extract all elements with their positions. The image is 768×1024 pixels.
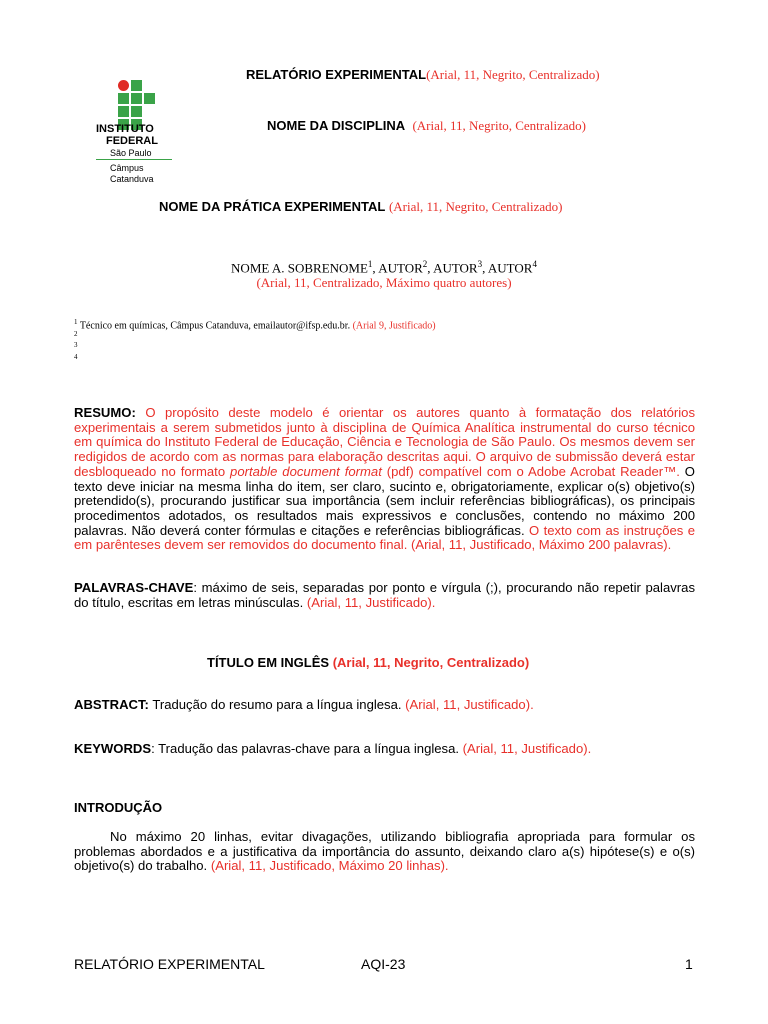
logo-text-catanduva: Catanduva xyxy=(110,174,154,184)
institute-logo xyxy=(96,78,176,188)
footer-course-code: AQI-23 xyxy=(361,956,406,972)
affiliation-4: 4 xyxy=(74,353,78,361)
logo-text-campus: Câmpus xyxy=(110,163,144,173)
affiliation-number: 1 xyxy=(74,318,78,326)
affiliation-2: 2 xyxy=(74,330,78,338)
affiliation-3: 3 xyxy=(74,341,78,349)
logo-red-circle xyxy=(118,80,129,91)
affiliation-note: (Arial 9, Justificado) xyxy=(352,320,436,332)
palavras-chave-note: (Arial, 11, Justificado). xyxy=(306,594,436,610)
introducao-heading: INTRODUÇÃO xyxy=(74,800,163,815)
affiliation-text: Técnico em químicas, Câmpus Catanduva, emailautor@ifsp.edu.br. xyxy=(79,320,351,332)
introducao-paragraph xyxy=(74,830,695,874)
resumo-body: O texto deve iniciar na mesma linha do item, ser claro, sucinto e, obrigatoriamente, explicar o(s) objetivo(s) pretendido(s), procurando justificar sua importância (sem incluir referências bibliográficas), os principais procedimentos adotados, os resultados mais expressivos e conclusões, contendo no máximo 200 palavras. Não deverá conter fórmulas e citações e referências bibliográficas. xyxy=(74,463,695,538)
author-name: NOME A. SOBRENOME xyxy=(231,260,368,276)
logo-square xyxy=(118,93,129,104)
abstract-paragraph xyxy=(74,698,695,713)
abstract-note: (Arial, 11, Justificado). xyxy=(405,697,534,712)
palavras-chave-label: PALAVRAS-CHAVE xyxy=(74,580,194,595)
author-sup: 3 xyxy=(477,259,483,269)
author-sup: 1 xyxy=(367,259,373,269)
keywords-label: KEYWORDS xyxy=(74,741,152,756)
keywords-text: : Tradução das palavras-chave para a língua inglesa. xyxy=(151,741,460,756)
introducao-text: No máximo 20 linhas, evitar divagações, utilizando bibliografia apropriada para formular os problemas abordados e a justificativa da importância do assunto, deixando claro a(s) hipótese(s) e o(s) objetivo(s) do trabalho. xyxy=(74,829,695,874)
affiliation-1 xyxy=(74,318,436,331)
author-name: AUTOR xyxy=(433,260,478,276)
english-title-text: TÍTULO EM INGLÊS xyxy=(207,655,330,670)
resumo-instruction-1: O propósito deste modelo é orientar os autores quanto à formatação dos relatórios experimentais a serem submetidos junto à disciplina de Química Analítica instrumental do curso técnico em química do Instituto Federal de Educação, Ciência e Tecnologia de São Paulo. Os mesmos devem ser redigidos de acordo com as normas para elaboração descritas aqui. O arquivo de submissão deverá estar desbloqueado no formato xyxy=(74,405,696,479)
english-title-note: (Arial, 11, Negrito, Centralizado) xyxy=(332,655,530,670)
footer-report-title: RELATÓRIO EXPERIMENTAL xyxy=(74,956,265,972)
discipline-title-text: NOME DA DISCIPLINA xyxy=(267,118,406,133)
logo-square xyxy=(144,93,155,104)
logo-square xyxy=(131,80,142,91)
logo-text-sao-paulo: São Paulo xyxy=(110,148,152,158)
author-name: AUTOR xyxy=(487,260,533,276)
palavras-chave-text: : máximo de seis, separadas por ponto e vírgula (;), procurando não repetir palavras do título, escritas em letras minúsculas. xyxy=(74,580,695,610)
authors-line: NOME A. SOBRENOME$^1$, AUTOR$^2$, AUTOR$^3$, AUTOR$^4$ xyxy=(231,259,537,276)
logo-square xyxy=(131,93,142,104)
practice-title-note: (Arial, 11, Negrito, Centralizado) xyxy=(388,199,563,214)
discipline-title xyxy=(267,118,586,134)
logo-divider xyxy=(96,159,172,160)
logo-text-instituto: INSTITUTO xyxy=(96,123,154,135)
author-name: AUTOR xyxy=(378,260,423,276)
authors-note: (Arial, 11, Centralizado, Máximo quatro autores) xyxy=(256,275,512,290)
author-sup: 4 xyxy=(532,259,537,269)
logo-square xyxy=(131,106,142,117)
keywords-paragraph xyxy=(74,742,695,757)
practice-title xyxy=(159,199,562,215)
practice-title-text: NOME DA PRÁTICA EXPERIMENTAL xyxy=(159,199,386,214)
abstract-label: ABSTRACT: xyxy=(74,697,149,712)
report-title-text: RELATÓRIO EXPERIMENTAL xyxy=(246,67,427,82)
logo-text-federal: FEDERAL xyxy=(106,135,158,147)
abstract-text: Tradução do resumo para a língua inglesa. xyxy=(152,697,402,712)
introducao-note: (Arial, 11, Justificado, Máximo 20 linhas). xyxy=(210,858,449,874)
logo-square xyxy=(118,106,129,117)
author-sup: 2 xyxy=(422,259,428,269)
report-title-note: (Arial, 11, Negrito, Centralizado) xyxy=(426,67,600,82)
english-title xyxy=(207,655,529,670)
keywords-note: (Arial, 11, Justificado). xyxy=(462,741,592,756)
report-title xyxy=(246,67,600,83)
resumo-instruction-italic: portable document format xyxy=(230,463,382,479)
footer-page-number: 1 xyxy=(685,956,693,972)
discipline-title-note: (Arial, 11, Negrito, Centralizado) xyxy=(412,118,586,133)
resumo-paragraph xyxy=(74,406,695,553)
palavras-chave-paragraph xyxy=(74,581,695,610)
resumo-label: RESUMO: xyxy=(74,405,136,420)
resumo-instruction-2: (pdf) compatível com o Adobe Acrobat Reader™. xyxy=(386,463,680,479)
resumo-instruction-3: O texto com as instruções e em parênteses devem ser removidos do documento final. (Arial, 11, Justificado, Máximo 200 palavras). xyxy=(74,522,695,553)
